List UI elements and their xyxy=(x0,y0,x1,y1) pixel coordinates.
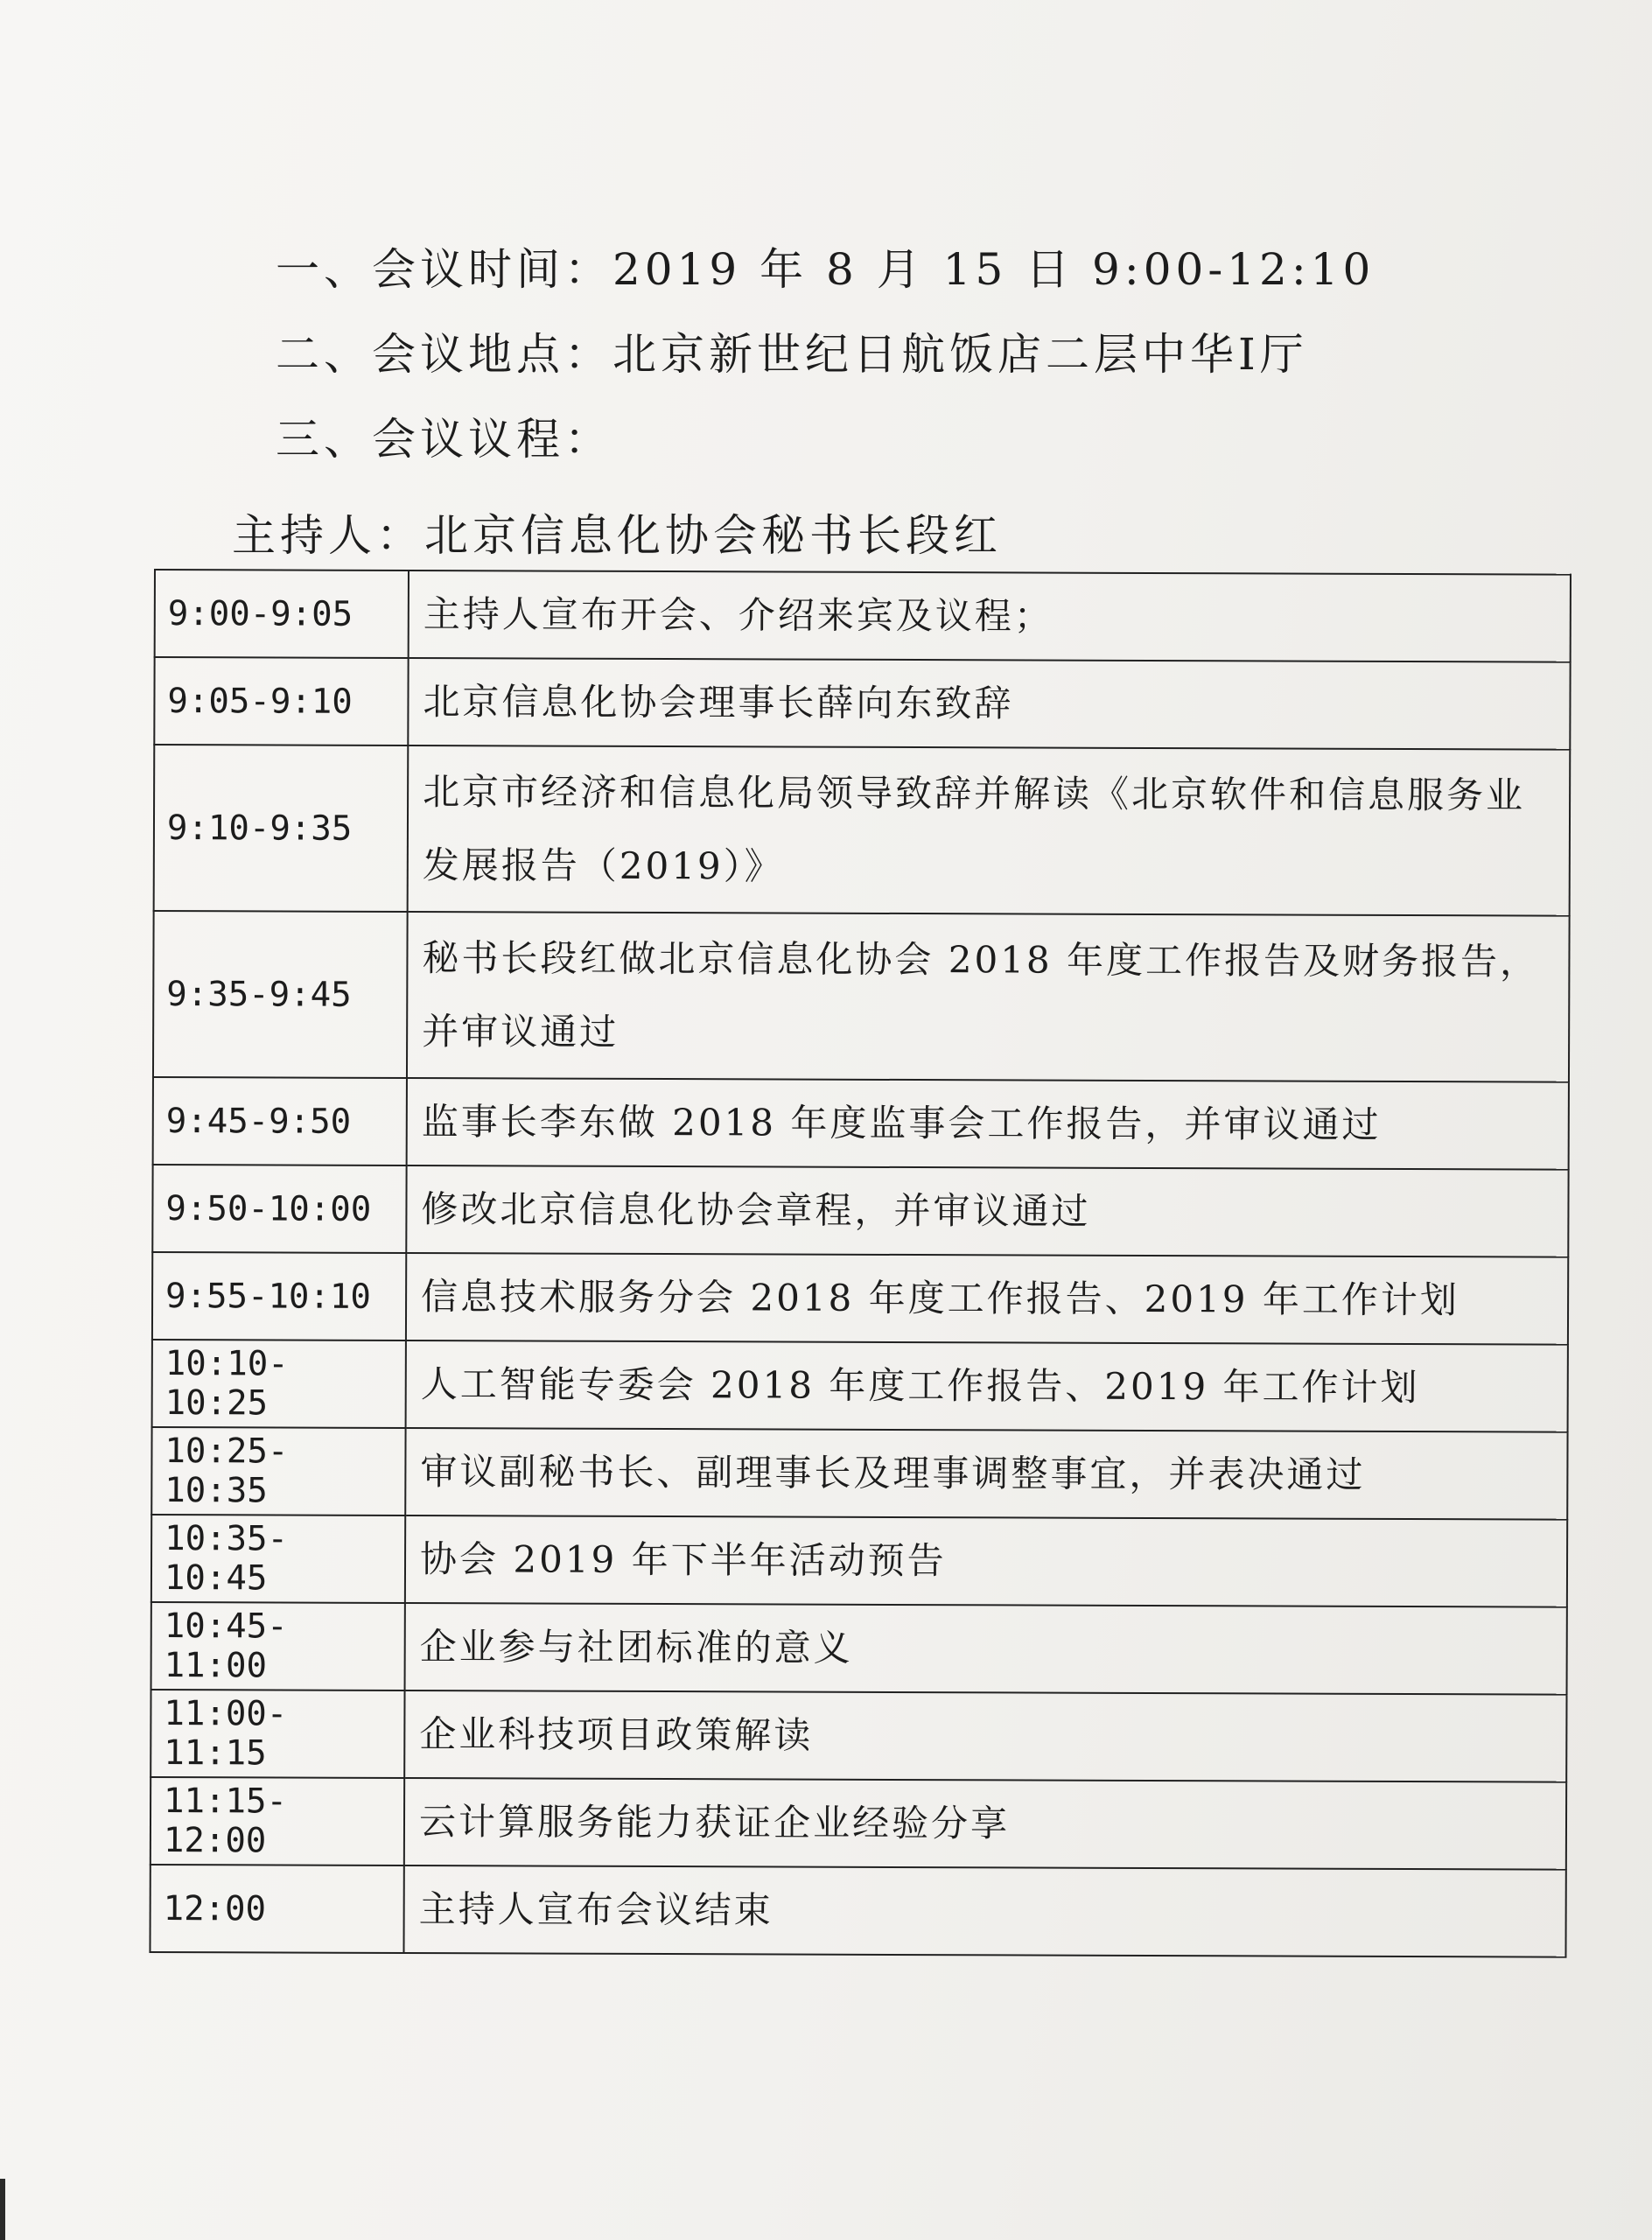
agenda-item: 主持人宣布会议结束 xyxy=(403,1866,1565,1957)
agenda-time: 9:50-10:00 xyxy=(152,1165,406,1253)
meeting-time-line: 一、会议时间：2019 年 8 月 15 日 9:00-12:10 xyxy=(276,244,1376,295)
agenda-time: 11:15-12:00 xyxy=(150,1777,404,1866)
host-line: 主持人：北京信息化协会秘书长段红 xyxy=(232,510,1002,561)
agenda-row xyxy=(153,911,1570,1082)
scan-edge-mark xyxy=(0,2179,5,2240)
agenda-item: 企业科技项目政策解读 xyxy=(404,1690,1566,1782)
agenda-row xyxy=(151,1602,1567,1695)
agenda-item: 云计算服务能力获证企业经验分享 xyxy=(404,1778,1566,1870)
agenda-table xyxy=(149,569,1572,1958)
agenda-time: 9:00-9:05 xyxy=(155,570,409,658)
agenda-time: 12:00 xyxy=(150,1865,403,1953)
agenda-item: 秘书长段红做北京信息化协会 2018 年度工作报告及财务报告，并审议通过 xyxy=(407,912,1570,1082)
agenda-row xyxy=(150,1865,1565,1957)
agenda-row xyxy=(152,1165,1568,1257)
agenda-time: 10:35-10:45 xyxy=(151,1515,405,1603)
agenda-time: 10:45-11:00 xyxy=(151,1602,405,1690)
agenda-item: 监事长李东做 2018 年度监事会工作报告，并审议通过 xyxy=(407,1078,1569,1170)
agenda-item: 北京信息化协会理事长薛向东致辞 xyxy=(408,658,1570,750)
agenda-row xyxy=(150,1690,1566,1782)
agenda-time: 9:55-10:10 xyxy=(152,1252,406,1340)
agenda-time: 10:10-10:25 xyxy=(152,1340,406,1428)
meeting-location-line: 二、会议地点：北京新世纪日航饭店二层中华Ⅰ厅 xyxy=(276,329,1308,380)
agenda-item: 审议副秘书长、副理事长及理事调整事宜，并表决通过 xyxy=(405,1428,1567,1520)
agenda-item: 人工智能专委会 2018 年度工作报告、2019 年工作计划 xyxy=(406,1340,1568,1432)
agenda-item: 北京市经济和信息化局领导致辞并解读《北京软件和信息服务业发展报告（2019）》 xyxy=(408,746,1571,916)
agenda-row xyxy=(155,570,1571,662)
agenda-time: 11:00-11:15 xyxy=(150,1690,404,1778)
agenda-row xyxy=(150,1777,1566,1870)
agenda-time: 9:45-9:50 xyxy=(153,1077,407,1166)
agenda-row xyxy=(151,1427,1567,1520)
agenda-item: 修改北京信息化协会章程，并审议通过 xyxy=(406,1166,1568,1257)
agenda-item: 协会 2019 年下半年活动预告 xyxy=(405,1516,1567,1607)
agenda-row xyxy=(154,745,1571,916)
agenda-time: 9:35-9:45 xyxy=(153,911,408,1078)
agenda-time: 9:05-9:10 xyxy=(154,657,408,746)
agenda-row xyxy=(153,1077,1569,1170)
agenda-row xyxy=(152,1340,1568,1432)
agenda-row xyxy=(154,657,1570,750)
agenda-item: 企业参与社团标准的意义 xyxy=(405,1603,1567,1695)
agenda-row xyxy=(152,1252,1568,1345)
agenda-time: 9:10-9:35 xyxy=(154,745,409,912)
meeting-agenda-heading: 三、会议议程： xyxy=(276,414,612,465)
agenda-item: 信息技术服务分会 2018 年度工作报告、2019 年工作计划 xyxy=(406,1253,1568,1345)
agenda-time: 10:25-10:35 xyxy=(151,1427,405,1516)
agenda-row xyxy=(151,1515,1567,1607)
agenda-item: 主持人宣布开会、介绍来宾及议程； xyxy=(409,570,1571,662)
